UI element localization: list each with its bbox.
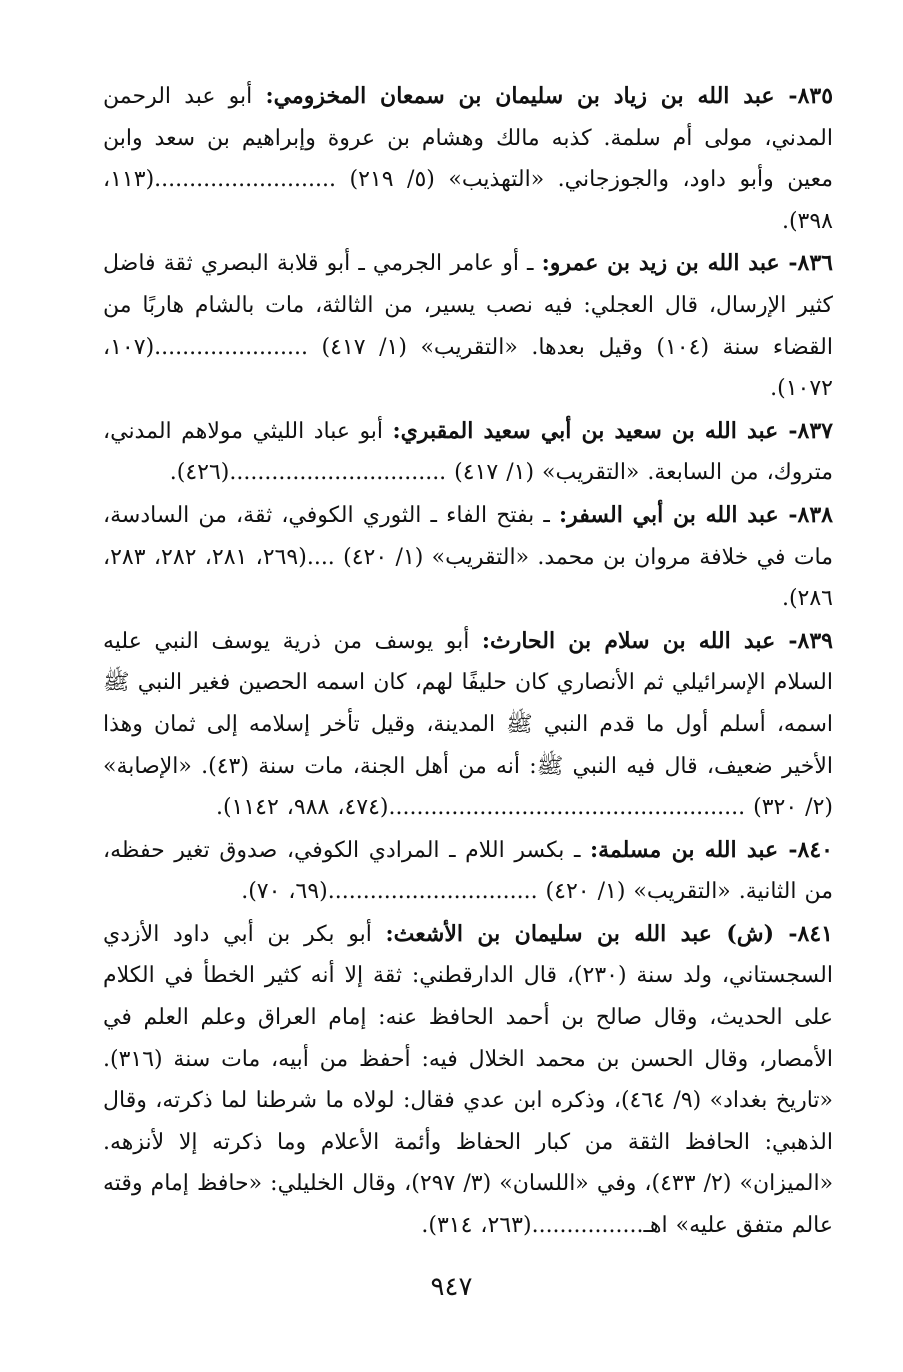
entry-body: أبو عبد الرحمن المدني، مولى أم سلمة. كذبه مالك وهشام بن عروة وإبراهيم بن سعد وابن معين وأبو داود، والجوزجاني. «التهذيب» (٥/ ٢١٩) [103, 84, 833, 193]
entry-reference: (٢٦٣، ٣١٤). [421, 1213, 532, 1239]
entry-reference: (١٠٧، ١٠٧٢). [103, 334, 833, 402]
entry-body: ـ أو عامر الجرمي ـ أبو قلابة البصري ثقة فاضل كثير الإرسال، قال العجلي: فيه نصب يسير، من الثالثة، مات بالشام هاربًا من القضاء سنة (١٠٤) وقيل بعدها. «التقريب» (١/ ٤١٧) [103, 251, 833, 360]
page-number: ٩٤٧ [430, 1272, 473, 1302]
entry-835 [103, 76, 833, 242]
entry-body: ـ بفتح الفاء ـ الثوري الكوفي، ثقة، من السادسة، مات في خلافة مروان بن محمد. «التقريب» (١/ ٤٢٠) [103, 502, 834, 570]
entry-number: ٨٣٦- [779, 250, 833, 277]
entry-reference: (٢٦٩، ٢٨١، ٢٨٢، ٢٨٣، ٢٨٦). [103, 544, 833, 612]
entry-number: ٨٣٧- [778, 417, 833, 444]
entry-836 [103, 243, 833, 409]
entry-number: ٨٣٥- [774, 83, 834, 109]
leader-dots: ................................................... [388, 795, 746, 821]
entry-reference: (١١٣، ٣٩٨). [103, 167, 833, 234]
entries-list [103, 76, 833, 1247]
leader-dots: .............................. [327, 879, 538, 905]
entry-name: عبد الله بن زيد بن عمرو: [541, 250, 780, 277]
entry-841 [103, 914, 833, 1247]
entry-name: عبد الله بن مسلمة: [589, 836, 779, 863]
entry-body: ـ بكسر اللام ـ المرادي الكوفي، صدوق تغير حفظه، من الثانية. «التقريب» (١/ ٤٢٠) [103, 837, 833, 905]
leader-dots: ................ [531, 1213, 644, 1239]
entry-number: ٨٣٩- [775, 627, 833, 654]
entry-body: أبو يوسف من ذرية يوسف النبي عليه السلام الإسرائيلي ثم الأنصاري كان حليفًا لهم، كان اسمه الحصين فغير النبي ﷺ اسمه، أسلم أول ما قدم النبي ﷺ المدينة، وقيل تأخر إسلامه إلى ثمان وهذا الأخير ضعيف، قال فيه النبي ﷺ: أنه من أهل الجنة، مات سنة (٤٣). «الإصابة» (٢/ ٣٢٠) [103, 628, 834, 821]
entry-840 [103, 830, 833, 913]
entry-name: (ش) عبد الله بن سليمان بن الأشعث: [385, 920, 774, 947]
entry-number: ٨٣٨- [778, 501, 833, 528]
entry-body: أبو بكر بن أبي داود الأزدي السجستاني، ولد سنة (٢٣٠)، قال الدارقطني: ثقة إلا أنه كثير الخطأ في الكلام على الحديث، وقال صالح بن أحمد الحافظ عنه: إمام العراق وعلم العلم في الأمصار، وقال الحسن بن محمد الخلال فيه: أحفظ من أبيه، مات سنة (٣١٦). «تاريخ بغداد» (٩/ ٤٦٤)، وذكره ابن عدي فقال: لولاه ما شرطنا لما ذكرته، وقال الذهبي: الحافظ الثقة من كبار الحفاظ وأئمة الأعلام وما ذكرته إلا لأنزهه. «الميزان» (٢/ ٤٣٣)، وفي «اللسان» (٣/ ٢٩٧)، وقال الخليلي: «حافظ إمام وقته عالم متفق عليه» اهـ [103, 921, 834, 1239]
entry-name: عبد الله بن أبي السفر: [558, 501, 779, 528]
entry-839 [103, 621, 833, 829]
entry-837 [103, 411, 833, 494]
leader-dots: ...................... [154, 334, 309, 360]
entry-number: ٨٤٠- [778, 836, 833, 863]
leader-dots: .... [306, 544, 335, 570]
entry-body: أبو عباد الليثي مولاهم المدني، متروك، من السابعة. «التقريب» (١/ ٤١٧) [103, 418, 833, 486]
entry-838 [103, 495, 833, 620]
entry-number: ٨٤١- [774, 920, 833, 947]
entry-reference: (٤٢٦). [169, 460, 230, 486]
leader-dots: .......................... [154, 167, 336, 193]
entry-reference: (٤٧٤، ٩٨٨، ١١٤٢). [215, 795, 389, 821]
entry-reference: (٦٩، ٧٠). [241, 879, 328, 905]
entry-name: عبد الله بن سعيد بن أبي سعيد المقبري: [392, 417, 779, 444]
leader-dots: ............................... [229, 460, 447, 486]
entry-name: عبد الله بن سلام بن الحارث: [481, 627, 776, 654]
entry-name: عبد الله بن زياد بن سليمان بن سمعان المخزومي: [265, 83, 775, 109]
